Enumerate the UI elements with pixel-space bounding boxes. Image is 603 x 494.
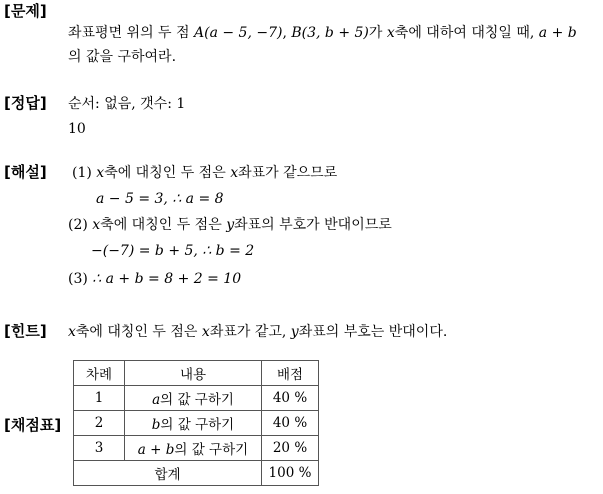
solution-step-2 [68, 216, 392, 234]
problem-sep: , [282, 25, 292, 41]
step-1-text-a: 축에 대칭인 두 점은 [104, 165, 231, 181]
hint-text-a: 축에 대칭인 두 점은 [75, 324, 202, 340]
var-y: y [226, 217, 235, 233]
var-x: x [68, 324, 76, 340]
solution-step-3 [68, 270, 241, 288]
table-row [74, 436, 319, 461]
step-2-number: (2) [68, 217, 93, 233]
var-x: x [92, 217, 101, 233]
step-1-text-b: 좌표가 같으므로 [238, 165, 338, 181]
total-label: 합계 [74, 461, 262, 486]
hint-label: [힌트] [4, 322, 47, 340]
solution-equation-1: a − 5 = 3, ∴ a = 8 [96, 191, 224, 207]
row-var: b [151, 417, 161, 433]
solution-label: [해설] [4, 163, 47, 181]
var-x: x [201, 324, 210, 340]
var-y: y [290, 324, 299, 340]
problem-text-2: 가 [368, 25, 387, 41]
step-3-number: (3) [68, 271, 93, 287]
solution-step-1 [72, 164, 337, 182]
row-score: 20 % [262, 436, 319, 461]
row-order: 3 [74, 436, 125, 461]
row-content [125, 386, 262, 411]
row-content [125, 436, 262, 461]
step-1-number: (1) [72, 165, 97, 181]
total-score: 100 % [262, 461, 319, 486]
solution-equation-2: −(−7) = b + 5, ∴ b = 2 [91, 243, 255, 259]
answer-label: [정답] [4, 94, 47, 112]
problem-text-1: 좌표평면 위의 두 점 [68, 25, 194, 41]
problem-line-2: 의 값을 구하여라. [68, 49, 177, 65]
answer-line-1: 순서: 없음, 갯수: 1 [68, 96, 186, 112]
step-2-text-b: 좌표의 부호가 반대이므로 [234, 217, 392, 233]
row-score: 40 % [262, 386, 319, 411]
rubric-total-row [74, 461, 319, 486]
header-score: 배점 [262, 361, 319, 386]
problem-line-1 [68, 24, 577, 42]
step-2-text-a: 축에 대칭인 두 점은 [100, 217, 227, 233]
point-b: B(3, b + 5) [291, 25, 369, 41]
answer-line-2: 10 [68, 121, 86, 137]
header-content: 내용 [125, 361, 262, 386]
solution-equation-3: ∴ a + b = 8 + 2 = 10 [92, 271, 242, 287]
problem-text-3: 축에 대하여 대칭일 때, [394, 25, 539, 41]
row-content-text: 의 값 구하기 [160, 417, 235, 433]
header-order: 차례 [74, 361, 125, 386]
rubric-table [73, 360, 319, 486]
rubric-header-row [74, 361, 319, 386]
var-x: x [386, 25, 395, 41]
expr-a-plus-b: a + b [538, 25, 577, 41]
table-row [74, 411, 319, 436]
rubric-label: [채점표] [4, 416, 62, 434]
row-var: a [152, 392, 161, 408]
hint-text-b: 좌표가 같고, [209, 324, 291, 340]
problem-label: [문제] [4, 2, 47, 20]
row-score: 40 % [262, 411, 319, 436]
hint-text-c: 좌표의 부호는 반대이다. [298, 324, 448, 340]
row-content-text: 의 값 구하기 [174, 442, 249, 458]
row-content-text: 의 값 구하기 [160, 392, 234, 408]
var-x: x [230, 165, 239, 181]
point-a: A(a − 5, −7) [194, 25, 283, 41]
hint-text [68, 323, 447, 341]
row-content [125, 411, 262, 436]
row-var: a + b [137, 442, 175, 458]
table-row [74, 386, 319, 411]
var-x: x [96, 165, 105, 181]
row-order: 1 [74, 386, 125, 411]
row-order: 2 [74, 411, 125, 436]
